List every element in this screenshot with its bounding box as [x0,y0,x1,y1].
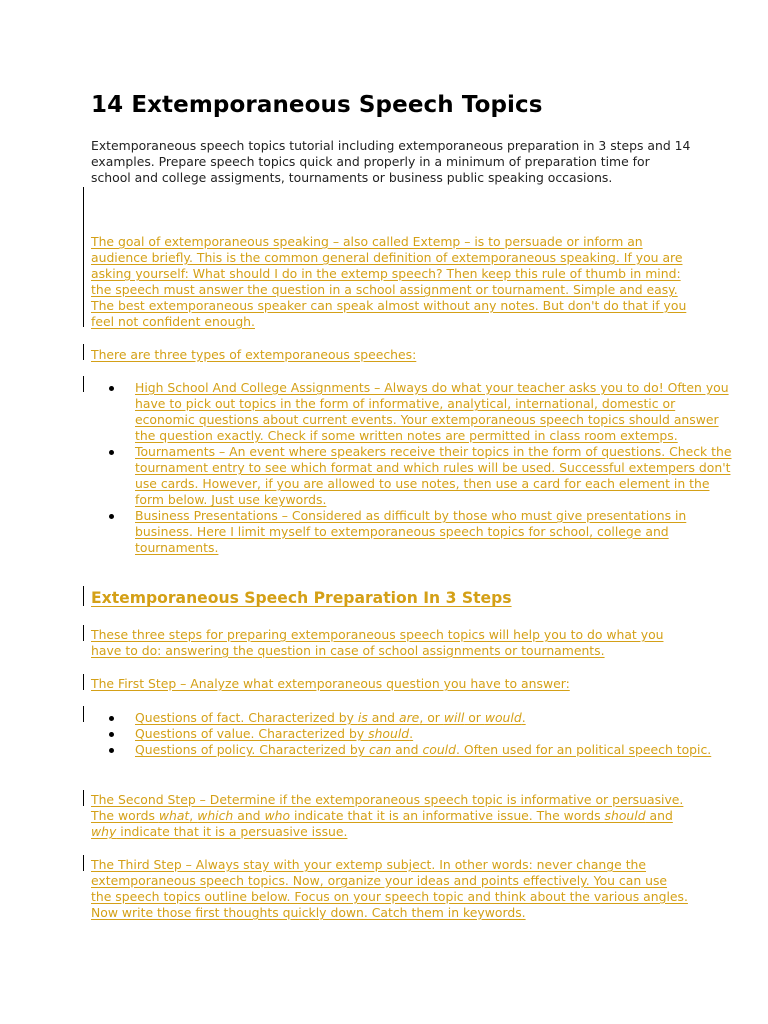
quote-bar [83,790,84,806]
intro-paragraph: Extemporaneous speech topics tutorial including extemporaneous preparation in 3 steps and 14 examples. Prepare speech topics quick and properly in a minimum of preparation time for school and college assigments, tournaments or business public speaking occasions. [91,138,691,185]
quote-bar [83,344,84,360]
quote-bar [83,674,84,690]
goal-paragraph[interactable]: The goal of extemporaneous speaking – also called Extemp – is to persuade or inform an audience briefly. This is the common general definition of extemporaneous speaking. If you are asking yourself: What should I do in the extemp speech? Then keep this rule of thumb in mind: the speech must answer the question in a school assignment or tournament. Simple and easy. The best extemporaneous speaker can speak almost without any notes. But don't do that if you feel not confident enough. [91,234,687,329]
bullet-icon [109,450,114,455]
first-step[interactable]: The First Step – Analyze what extemporaneous question you have to answer: [91,676,570,691]
types-intro[interactable]: There are three types of extemporaneous speeches: [91,347,417,362]
quote-bar [83,187,84,327]
quote-bar [83,855,84,871]
bullet-icon [109,732,114,737]
list-item[interactable]: High School And College Assignments – Always do what your teacher asks you to do! Often you have to pick out topics in the form of informative, analytical, international, domestic or economic questions about current events. Your extemporaneous speech topics should answer the question exactly. Check if some written notes are permitted in class room extemps. [135,380,735,444]
questions-list [91,710,735,758]
steps-intro[interactable]: These three steps for preparing extemporaneous speech topics will help you to do what you have to do: answering the question in case of school assignments or tournaments. [91,627,664,658]
list-item[interactable]: Tournaments – An event where speakers receive their topics in the form of questions. Check the tournament entry to see which format and which rules will be used. Successful extempers don't use cards. However, if you are allowed to use notes, then use a card for each element in the form below. Just use keywords. [135,444,735,508]
list-item[interactable]: Questions of fact. Characterized by is and are, or will or would. [135,710,735,726]
quote-bar [83,706,84,722]
bullet-icon [109,716,114,721]
quote-bar [83,586,84,606]
third-step[interactable]: The Third Step – Always stay with your extemp subject. In other words: never change the extemporaneous speech topics. Now, organize your ideas and points effectively. You can use the speech topics outline below. Focus on your speech topic and think about the various angles. Now write those first thoughts quickly down. Catch them in keywords. [91,857,688,920]
bullet-icon [109,386,114,391]
list-item[interactable]: Business Presentations – Considered as difficult by those who must give presentations in business. Here I limit myself to extemporaneous speech topics for school, college and tournaments. [135,508,735,556]
list-item[interactable]: Questions of value. Characterized by should. [135,726,735,742]
second-step[interactable]: The Second Step – Determine if the extemporaneous speech topic is informative or persuasive. The words what, which and who indicate that it is an informative issue. The words should and why indicate that it is a persuasive issue. [91,792,684,839]
bullet-icon [109,748,114,753]
section-heading[interactable]: Extemporaneous Speech Preparation In 3 Steps [91,589,512,607]
list-item[interactable]: Questions of policy. Characterized by can and could. Often used for an political speech topic. [135,742,735,758]
page-title: 14 Extemporaneous Speech Topics [91,92,543,118]
types-list [91,380,735,556]
bullet-icon [109,514,114,519]
quote-bar [83,625,84,641]
quote-bar [83,376,84,392]
